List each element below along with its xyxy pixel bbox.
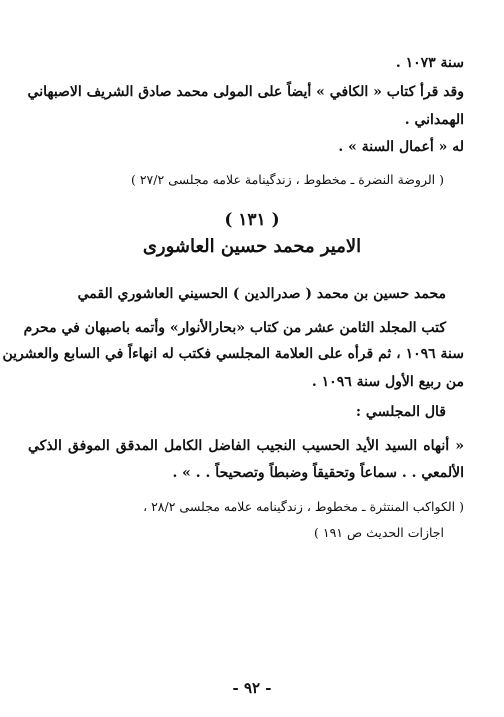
text-line: من ربيع الأول سنة ١٠٩٦ . [311, 374, 464, 390]
citation-line: ( الروضة النضرة ـ مخطوط ، زندگينامة علامه مجلسى ٢٧/٢ ) [130, 172, 444, 187]
text-line: محمد حسين بن محمد ( صدرالدين ) الحسيني العاشوري القمي [77, 286, 446, 302]
citation-line: ( الكواكب المنتثرة ـ مخطوط ، زندگينامه علامه مجلسى ٢٨/٢ ، [143, 499, 464, 514]
entry-title: الامير محمد حسين العاشورى [142, 236, 362, 257]
text-line: سنة ١٠٩٦ ، ثم قرأه على العلامة المجلسي فكتب له انهاءاً في السابع والعشرين [2, 346, 464, 362]
text-line: سنة ١٠٧٣ . [395, 55, 464, 71]
page-number: - ٩٢ - [232, 679, 272, 697]
text-line: قال المجلسي : [355, 404, 446, 420]
quote-line: الألمعي . . سماعاً وتحقيقاً وضبطاً وتصحيحاً . . » . [172, 465, 464, 481]
text-line: الهمداني . [404, 112, 464, 128]
text-line: وقد قرأ كتاب « الكافي » أيضاً على المولى محمد صادق الشريف الاصبهاني [27, 84, 464, 100]
text-line: كتب المجلد الثامن عشر من كتاب «بحارالأنوار» وأتمه باصبهان في محرم [23, 320, 446, 336]
text-line: له « أعمال السنة » . [338, 139, 464, 155]
citation-line: اجازات الحديث ص ١٩١ ) [314, 525, 444, 540]
quote-line: « أنهاه السيد الأيد الحسيب النجيب الفاضل الكامل المدقق الموفق الذكي [28, 438, 465, 454]
entry-number: ( ١٣١ ) [224, 210, 280, 230]
